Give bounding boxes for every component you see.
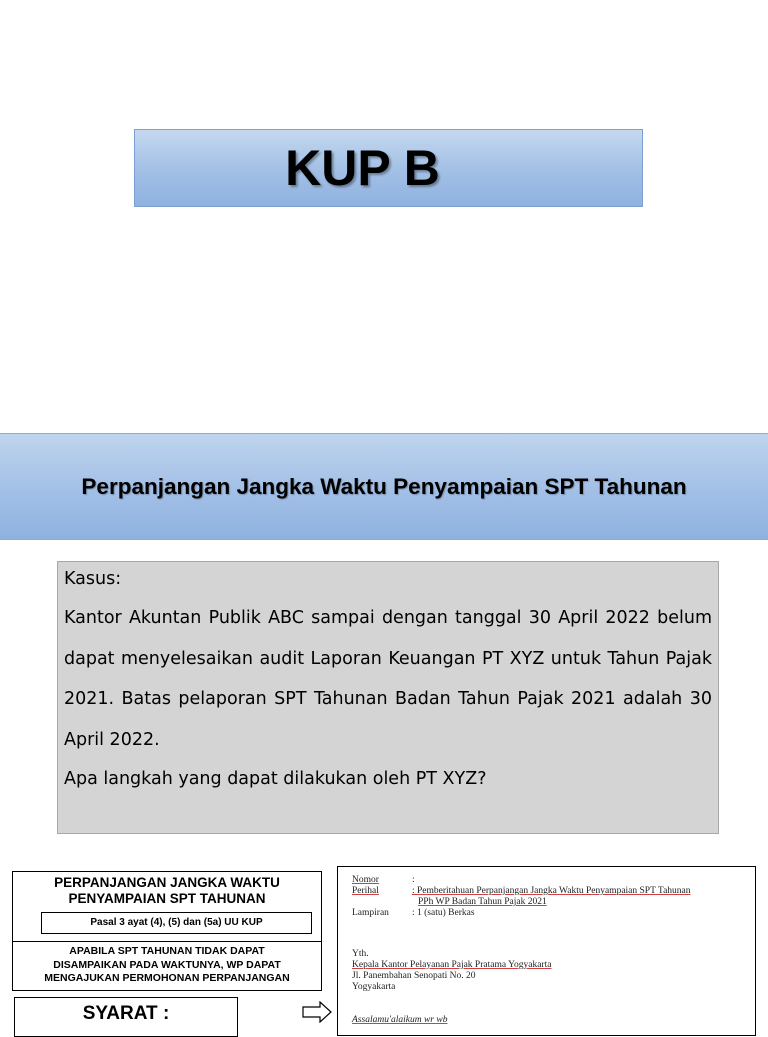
condition-box (12, 941, 322, 991)
condition-line1: APABILA SPT TAHUNAN TIDAK DAPAT (69, 945, 265, 957)
case-question: Apa langkah yang dapat dilakukan oleh PT XYZ? (64, 769, 487, 789)
case-label: Kasus: (64, 569, 122, 589)
letter-greeting: Assalamu'alaikum wr wb (352, 1015, 448, 1025)
diagram-title-line1: PERPANJANGAN JANGKA WAKTU (54, 875, 280, 890)
slide-title: KUP B (285, 140, 440, 196)
letter-addressee: Kepala Kantor Pelayanan Pajak Pratama Yogyakarta (352, 960, 552, 970)
legal-basis-box: Pasal 3 ayat (4), (5) dan (5a) UU KUP (41, 912, 312, 934)
diagram-title (13, 875, 321, 907)
letter-city: Yogyakarta (352, 982, 396, 992)
letter-nomor-value: : (412, 875, 415, 885)
extension-diagram (0, 860, 335, 1024)
letter-preview (337, 866, 756, 1036)
letter-lampiran-value: : 1 (satu) Berkas (412, 908, 475, 918)
case-box (57, 561, 719, 834)
letter-yth: Yth. (352, 949, 369, 959)
letter-street: Jl. Panembahan Senopati No. 20 (352, 971, 476, 981)
letter-perihal-line1: : Pemberitahuan Perpanjangan Jangka Waktu Penyampaian SPT Tahunan (412, 886, 691, 896)
letter-perihal-label: Perihal (352, 886, 379, 896)
section-banner (0, 433, 768, 540)
right-arrow-icon (302, 1001, 332, 1023)
letter-perihal-line2: PPh WP Badan Tahun Pajak 2021 (418, 897, 547, 907)
condition-line3: MENGAJUKAN PERMOHONAN PERPANJANGAN (44, 972, 290, 984)
case-body: Kantor Akuntan Publik ABC sampai dengan tanggal 30 April 2022 belum dapat menyelesaikan audit Laporan Keuangan PT XYZ untuk Tahun Pajak 2021. Batas pelaporan SPT Tahunan Badan Tahun Pajak 2021 adalah 30 April 2022. (64, 608, 712, 750)
slide-title-box (134, 129, 643, 207)
letter-nomor-label: Nomor (352, 875, 379, 885)
condition-line2: DISAMPAIKAN PADA WAKTUNYA, WP DAPAT (53, 958, 281, 971)
letter-lampiran-label: Lampiran (352, 908, 389, 918)
section-banner-title: Perpanjangan Jangka Waktu Penyampaian SPT Tahunan (81, 473, 687, 499)
requirements-box: SYARAT : (14, 997, 238, 1037)
diagram-title-line2: PENYAMPAIAN SPT TAHUNAN (68, 891, 266, 906)
